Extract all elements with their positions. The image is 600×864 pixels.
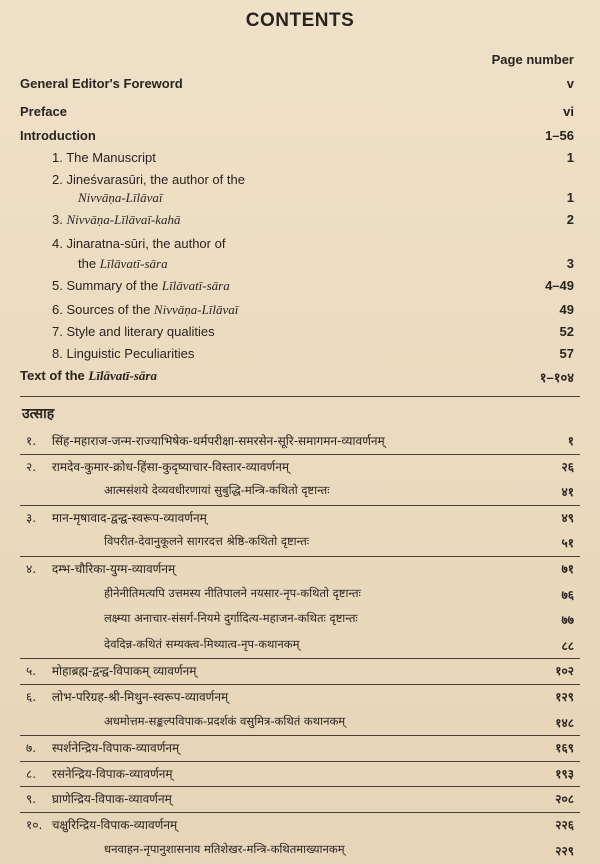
utsaha-entry-label	[104, 483, 330, 498]
utsaha-entry-label	[26, 560, 175, 577]
utsaha-entry-title: धनवाहन-नृपानुशासनाय मतिशेखर-मन्त्रि-कथितमाख्यानकम्	[104, 841, 345, 856]
entry-divider	[20, 761, 580, 762]
page-title: CONTENTS	[245, 10, 355, 31]
entry-divider	[20, 684, 580, 685]
toc-entry-label-prefix: Text of the	[20, 368, 89, 383]
intro-item-7	[0, 324, 600, 346]
utsaha-entry-page: २२६	[555, 818, 574, 832]
item-title: Linguistic Peculiarities	[66, 346, 195, 361]
item-number: 3.	[52, 212, 63, 227]
item-title-prefix: Summary of the	[66, 278, 162, 293]
entry-divider	[20, 454, 580, 455]
utsaha-entry	[0, 714, 600, 736]
utsaha-entry-number: ४.	[26, 562, 37, 576]
utsaha-entry-title: हीनेनीतिमत्यपि उत्तमस्य नीतिपालने नयसार-नृप-कथितो दृष्टान्तः	[104, 585, 361, 600]
utsaha-entry-title: दम्भ-चौरिका-युग्म-व्यावर्णनम्	[51, 562, 176, 576]
item-number: 1.	[52, 150, 63, 165]
utsaha-entry-number: ८.	[26, 766, 37, 781]
utsaha-entry-title: रसनेन्द्रिय-विपाक-व्यावर्णनम्	[51, 766, 173, 781]
utsaha-entry-page: ७१	[561, 562, 574, 576]
item-number: 8.	[52, 346, 63, 361]
item-page: 1	[566, 190, 574, 205]
utsaha-entry-page: १६९	[555, 741, 574, 756]
utsaha-entry	[0, 688, 600, 710]
utsaha-entry-page: १२९	[555, 690, 574, 704]
utsaha-entry-label	[26, 509, 207, 526]
entry-divider	[20, 812, 580, 813]
utsaha-entry	[0, 586, 600, 608]
item-number: 6.	[52, 302, 63, 317]
utsaha-entry-title: चक्षुरिन्द्रिय-विपाक-व्यावर्णनम्	[51, 818, 178, 832]
item-page: 3	[566, 256, 574, 271]
utsaha-entry	[0, 611, 600, 633]
item-title-italic: Nivvāṇa-Līlāvaī-kahā	[66, 212, 181, 227]
utsaha-entry-page: १	[567, 434, 574, 448]
entry-divider	[20, 505, 580, 506]
intro-item-2-cont	[0, 190, 600, 212]
utsaha-entry	[0, 560, 600, 582]
item-title-italic: Nivvāṇa-Līlāvaī	[78, 190, 163, 205]
intro-item-4	[0, 236, 600, 258]
intro-item-6	[0, 302, 600, 324]
utsaha-entry-title: स्पर्शनेन्द्रिय-विपाक-व्यावर्णनम्	[51, 741, 180, 756]
utsaha-entry-label	[104, 534, 309, 549]
intro-item-8	[0, 346, 600, 368]
entry-divider	[20, 658, 580, 659]
utsaha-entry-title: सिंह-महाराज-जन्म-राज्याभिषेक-धर्मपरीक्षा-समरसेन-सूरि-समागमन-व्यावर्णनम्	[51, 434, 385, 448]
utsaha-entry-title: घ्राणेन्द्रिय-विपाक-व्यावर्णनम्	[51, 792, 172, 807]
utsaha-entry-title: विपरीत-देवानुकूलने सागरदत्त श्रेष्ठि-कथितो दृष्टान्तः	[104, 534, 310, 549]
utsaha-entry	[0, 765, 600, 787]
entry-divider	[20, 786, 580, 787]
utsaha-entry-page: २०८	[555, 792, 574, 807]
utsaha-entry-number: १.	[26, 434, 37, 448]
utsaha-entry	[0, 637, 600, 659]
utsaha-entry	[0, 509, 600, 531]
utsaha-entry-title: अधमोत्तम-सङ्कल्पविपाक-प्रदर्शकं वसुमित्र-कथितं कथानकम्	[104, 713, 346, 728]
toc-entry-label: Preface	[20, 104, 67, 119]
toc-entry-foreword	[0, 76, 600, 98]
item-page: 2	[566, 212, 574, 227]
utsaha-entry	[0, 662, 600, 684]
utsaha-entry	[0, 842, 600, 864]
utsaha-entry-page: ७७	[561, 613, 574, 628]
section-divider	[20, 396, 580, 397]
utsaha-entry-number: १०.	[26, 818, 43, 832]
utsaha-entry-title: रामदेव-कुमार-क्रोध-हिंसा-कुदृष्याचार-विस्तार-व्यावर्णनम्	[51, 459, 290, 474]
utsaha-entry-number: ६.	[26, 690, 37, 704]
page-number-column-label: Page number	[491, 52, 574, 67]
entry-divider	[20, 556, 580, 557]
utsaha-entry	[0, 483, 600, 505]
utsaha-entry-page: २६	[561, 459, 574, 474]
utsaha-entry-label	[26, 790, 172, 807]
entry-divider	[20, 735, 580, 736]
section-heading-utsaha: उत्साह	[22, 406, 55, 422]
item-page: 52	[559, 324, 574, 339]
utsaha-entry	[0, 790, 600, 812]
item-page: 49	[559, 302, 574, 317]
toc-entry-preface	[0, 104, 600, 126]
item-title-prefix: Sources of the	[66, 302, 154, 317]
intro-item-3	[0, 212, 600, 234]
utsaha-entry-label	[26, 458, 289, 475]
item-title: Jinaratna-sūri, the author of	[66, 236, 226, 251]
item-number: 4.	[52, 236, 63, 251]
toc-entry-page: 1–56	[545, 128, 574, 143]
item-page: 57	[559, 346, 574, 361]
utsaha-entry-page: ५१	[561, 536, 574, 551]
toc-entry-label-italic: Līlāvatī-sāra	[88, 368, 157, 383]
utsaha-entry	[0, 534, 600, 556]
utsaha-entry-page: १९३	[555, 766, 574, 781]
toc-entry-text	[0, 368, 600, 390]
intro-item-4-cont	[0, 256, 600, 278]
item-page: 1	[566, 150, 574, 165]
toc-entry-page: १–१०४	[539, 370, 574, 385]
toc-entry-label: Introduction	[20, 128, 96, 143]
utsaha-entry-page: ७६	[561, 587, 574, 602]
utsaha-entry-page: १४८	[555, 715, 574, 730]
item-number: 7.	[52, 324, 63, 339]
utsaha-entry-label	[104, 714, 345, 729]
utsaha-entry-title: मोहाब्रह्म-द्वन्द्व-विपाकम् व्यावर्णनम्	[51, 664, 197, 679]
utsaha-entry-page: ४९	[561, 510, 574, 525]
utsaha-entry-page: ४१	[561, 485, 574, 500]
utsaha-entry	[0, 816, 600, 838]
utsaha-entry-label	[104, 637, 299, 652]
utsaha-entry-label	[104, 842, 345, 857]
item-title: The Manuscript	[66, 150, 156, 165]
utsaha-entry-label	[26, 739, 179, 756]
utsaha-entry-page: १०२	[555, 664, 574, 679]
toc-entry-introduction	[0, 128, 600, 150]
toc-entry-label: General Editor's Foreword	[20, 76, 183, 91]
utsaha-entry-title: आत्मसंशये देव्यवधीरणायां सुबुद्धि-मन्त्रि-कथितो दृष्टान्तः	[104, 483, 330, 498]
utsaha-entry-title: लोभ-परिग्रह-श्री-मिथुन-स्वरूप-व्यावर्णनम्	[51, 690, 229, 704]
item-page: 4–49	[545, 278, 574, 293]
item-number: 2.	[52, 172, 63, 187]
item-title-italic: Līlāvatī-sāra	[161, 278, 230, 293]
utsaha-entry-number: ९.	[26, 792, 37, 807]
utsaha-entry-number: ५.	[26, 664, 37, 679]
utsaha-entry-number: २.	[26, 459, 37, 474]
intro-item-5	[0, 278, 600, 300]
item-title-italic: Nivvāṇa-Līlāvaī	[153, 302, 239, 317]
utsaha-entry-page: २२९	[555, 843, 574, 858]
toc-entry-page: vi	[563, 104, 574, 119]
utsaha-entry-label	[26, 662, 196, 679]
utsaha-entry-number: ७.	[26, 741, 37, 756]
utsaha-entry-label	[104, 586, 361, 601]
utsaha-entry-page: ८८	[561, 638, 574, 653]
utsaha-entry-label	[26, 432, 385, 449]
utsaha-entry-label	[26, 688, 228, 705]
toc-entry-page: v	[566, 76, 574, 91]
utsaha-entry	[0, 458, 600, 480]
utsaha-entry-label	[26, 816, 177, 833]
utsaha-entry-label	[26, 765, 173, 782]
intro-item-1	[0, 150, 600, 172]
utsaha-entry	[0, 432, 600, 454]
utsaha-entry-title: मान-मृषावाद-द्वन्द्व-स्वरूप-व्यावर्णनम्	[51, 510, 207, 525]
item-title-prefix: the	[78, 256, 100, 271]
utsaha-entry-title: देवदिन्न-कथितं सम्यक्त्व-मिथ्यात्व-नृप-कथानकम्	[104, 636, 300, 651]
utsaha-entry-label	[104, 611, 358, 626]
item-number: 5.	[52, 278, 63, 293]
utsaha-entry-title: लक्ष्म्या अनाचार-संसर्ग-नियमे दुर्गादित्य-महाजन-कथितः दृष्टान्तः	[104, 611, 358, 626]
utsaha-entry-number: ३.	[26, 510, 37, 525]
item-title-italic: Līlāvatī-sāra	[99, 256, 168, 271]
item-title: Jineśvarasūri, the author of the	[66, 172, 245, 187]
item-title: Style and literary qualities	[66, 324, 215, 339]
utsaha-entry	[0, 739, 600, 761]
